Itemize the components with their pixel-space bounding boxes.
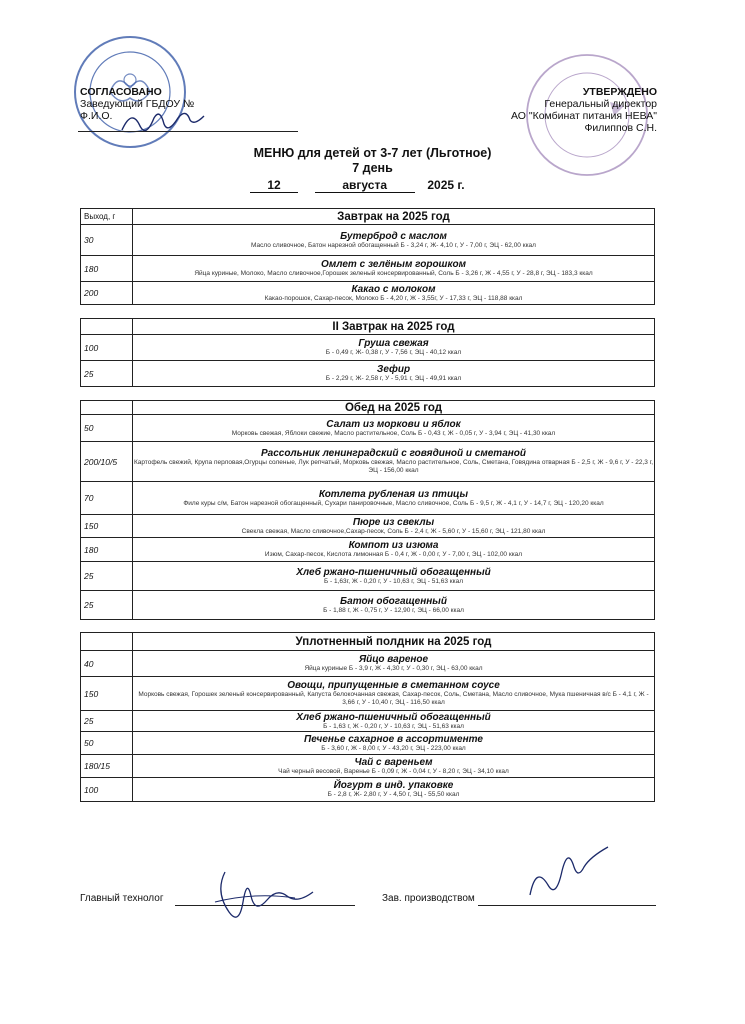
output-cell: 70 (81, 482, 133, 515)
output-cell: 40 (81, 651, 133, 677)
approval-right-heading: УТВЕРЖДЕНО (582, 86, 657, 98)
meal-title: Обед на 2025 год (133, 401, 655, 415)
output-cell: 30 (81, 225, 133, 256)
table-row (81, 778, 655, 802)
table-row (81, 651, 655, 677)
dish-name: Котлета рубленая из птицы (318, 488, 469, 500)
date-year: 2025 г. (427, 178, 465, 192)
dish-name: Омлет с зелёным горошком (320, 259, 467, 270)
dish-composition: Б - 2,29 г, Ж- 2,58 г, У - 5,91 г, ЭЦ - 49,91 ккал (325, 375, 462, 382)
output-cell: 100 (81, 778, 133, 802)
output-cell: 180 (81, 256, 133, 282)
output-cell: 25 (81, 711, 133, 732)
dish-name: Чай с вареньем (354, 756, 433, 768)
table-row (81, 282, 655, 305)
dish-name: Печенье сахарное в ассортименте (304, 733, 483, 745)
dish-composition: Б - 1,63 г, Ж - 0,20 г, У - 10,63 г, ЭЦ - 51,63 ккал (323, 722, 464, 730)
dish-name: Зефир (376, 364, 411, 375)
dish-name: Хлеб ржано-пшеничный обогащенный (296, 566, 491, 578)
signature-label-head-of-production: Зав. производством (382, 893, 475, 904)
output-cell: 200/10/5 (81, 442, 133, 482)
dish-composition: Яйца куриные Б - 3,9 г, Ж - 4,30 г, У - 0,30 г, ЭЦ - 63,00 ккал (304, 665, 483, 672)
dish-name: Салат из моркови и яблок (326, 418, 461, 430)
meal-title: II Завтрак на 2025 год (133, 319, 655, 335)
dish-name: Пюре из свеклы (352, 516, 435, 528)
signature-label-technologist: Главный технолог (80, 893, 164, 904)
dish-composition: Свекла свежая, Масло сливочное,Сахар-песок, Соль Б - 2,4 г, Ж - 5,60 г, У - 15,60 г, ЭЦ - 121,80 ккал (241, 527, 546, 535)
dish-composition: Б - 1,88 г, Ж - 0,75 г, У - 12,90 г, ЭЦ - 66,00 ккал (323, 606, 464, 614)
approval-right-line3: Филиппов С.Н. (584, 122, 657, 134)
output-cell: 150 (81, 677, 133, 711)
col-header-output: Выход, г (81, 209, 133, 225)
title-line1: МЕНЮ для детей от 3-7 лет (Льготное) (253, 146, 492, 160)
output-cell: 100 (81, 335, 133, 361)
meal-title: Завтрак на 2025 год (133, 209, 655, 225)
title-line2: 7 день (352, 161, 393, 175)
approval-left-line1: Заведующий ГБДОУ № (80, 98, 195, 110)
dish-composition: Чай черный весовой, Варенье Б - 0,09 г, Ж - 0,04 г, У - 8,20 г, ЭЦ - 34,10 ккал (278, 767, 509, 775)
table-row (81, 442, 655, 482)
table-row (81, 538, 655, 562)
dish-name: Йогурт в инд. упаковке (333, 780, 454, 791)
table-row (81, 711, 655, 732)
date-day: 12 (250, 178, 298, 193)
output-cell: 50 (81, 732, 133, 755)
output-cell: 180 (81, 538, 133, 562)
table-row (81, 677, 655, 711)
table-row (81, 225, 655, 256)
table-row (81, 482, 655, 515)
table-row (81, 335, 655, 361)
dish-composition: Масло сливочное, Батон нарезной обогащенный Б - 3,24 г, Ж- 4,10 г, У - 7,00 г, ЭЦ - 62,00 ккал (251, 241, 536, 249)
dish-name: Яйцо вареное (358, 654, 429, 665)
meal-table-second-breakfast (80, 318, 655, 387)
dish-name: Какао с молоком (351, 283, 436, 295)
dish-composition: Яйца куриные, Молоко, Масло сливочное,Горошек зеленый консервированный, Соль Б - 3,26 г, Ж - 4,55 г, У - 28,8 г, ЭЦ - 183,3 ккал (194, 270, 593, 277)
dish-name: Груша свежая (358, 338, 429, 349)
table-row (81, 361, 655, 387)
dish-composition: Б - 0,49 г, Ж- 0,38 г, У - 7,56 г, ЭЦ - 40,12 ккал (325, 349, 462, 356)
dish-composition: Морковь свежая, Яблоки свежие, Масло растительное, Соль Б - 0,43 г, Ж - 0,05 г, У - 3,94 г, ЭЦ - 41,30 ккал (231, 429, 556, 437)
meal-table-breakfast (80, 208, 655, 305)
output-cell: 25 (81, 562, 133, 591)
table-row (81, 515, 655, 538)
dish-composition: Филе куры с/м, Батон нарезной обогащенный, Сухари панировочные, Масло сливочное, Соль Б - 9,5 г, Ж - 4,1 г, У - 14,7 г, ЭЦ - 120,20 ккал (183, 499, 604, 507)
dish-composition: Б - 2,8 г, Ж- 2,80 г, У - 4,50 г, ЭЦ - 55,50 ккал (327, 791, 460, 798)
table-row (81, 755, 655, 778)
table-row (81, 591, 655, 620)
signature-director (118, 104, 208, 140)
output-cell: 180/15 (81, 755, 133, 778)
dish-name: Компот из изюма (348, 540, 439, 551)
menu-date (250, 178, 465, 193)
dish-composition: Картофель свежий, Крупа перловая,Огурцы соленые, Лук репчатый, Морковь свежая, Масло растительное, Соль, Сметана, Говядина отварная Б - 2,5 г, Ж - 9,6 г, У - 22,3 г, ЭЦ - 156,00 ккал (133, 459, 654, 474)
table-row (81, 562, 655, 591)
dish-composition: Б - 3,60 г, Ж - 8,00 г, У - 43,20 г, ЭЦ - 223,00 ккал (321, 744, 466, 752)
date-month: августа (315, 178, 415, 193)
output-cell: 25 (81, 591, 133, 620)
table-row (81, 256, 655, 282)
meal-table-lunch (80, 400, 655, 620)
meal-title: Уплотненный полдник на 2025 год (133, 633, 655, 651)
dish-composition: Изюм, Сахар-песок, Кислота лимонная Б - 0,4 г, Ж - 0,00 г, У - 7,00 г, ЭЦ - 102,00 ккал (264, 551, 523, 558)
table-row (81, 415, 655, 442)
approval-right-line1: Генеральный директор (544, 98, 657, 110)
approval-right-line2: АО "Комбинат питания НЕВА" (511, 110, 657, 122)
approval-left-line2: Ф.И.О. (80, 110, 113, 122)
dish-name: Овощи, припущенные в сметанном соусе (287, 680, 500, 691)
table-row (81, 732, 655, 755)
approval-left-heading: СОГЛАСОВАНО (80, 86, 162, 98)
dish-name: Батон обогащенный (340, 595, 447, 607)
output-cell: 25 (81, 361, 133, 387)
dish-name: Бутерброд с маслом (340, 230, 447, 242)
output-cell: 50 (81, 415, 133, 442)
output-cell: 200 (81, 282, 133, 305)
dish-composition: Какао-порошок, Сахар-песок, Молоко Б - 4,20 г, Ж - 3,55г, У - 17,33 г, ЭЦ - 118,88 ккал (264, 294, 523, 302)
signature-head-of-production (500, 840, 620, 910)
signature-technologist (205, 862, 325, 932)
meal-table-afternoon-snack (80, 632, 655, 802)
approval-right (511, 86, 657, 134)
dish-composition: Б - 1,63г, Ж - 0,20 г, У - 10,63 г, ЭЦ - 51,63 ккал (323, 577, 464, 585)
dish-composition: Морковь свежая, Горошек зеленый консервированный, Капуста белокочанная свежая, Сахар-песок, Соль, Сметана, Масло сливочное, Мука пшеничная в/с Б - 4,1 г, Ж - 3,66 г, У - 10,40 г, ЭЦ - 116,50 ккал (138, 691, 649, 706)
output-cell: 150 (81, 515, 133, 538)
page-title (0, 146, 745, 176)
dish-name: Рассольник ленинградский с говядиной и сметаной (260, 448, 527, 459)
dish-name: Хлеб ржано-пшеничный обогащенный (296, 711, 491, 723)
